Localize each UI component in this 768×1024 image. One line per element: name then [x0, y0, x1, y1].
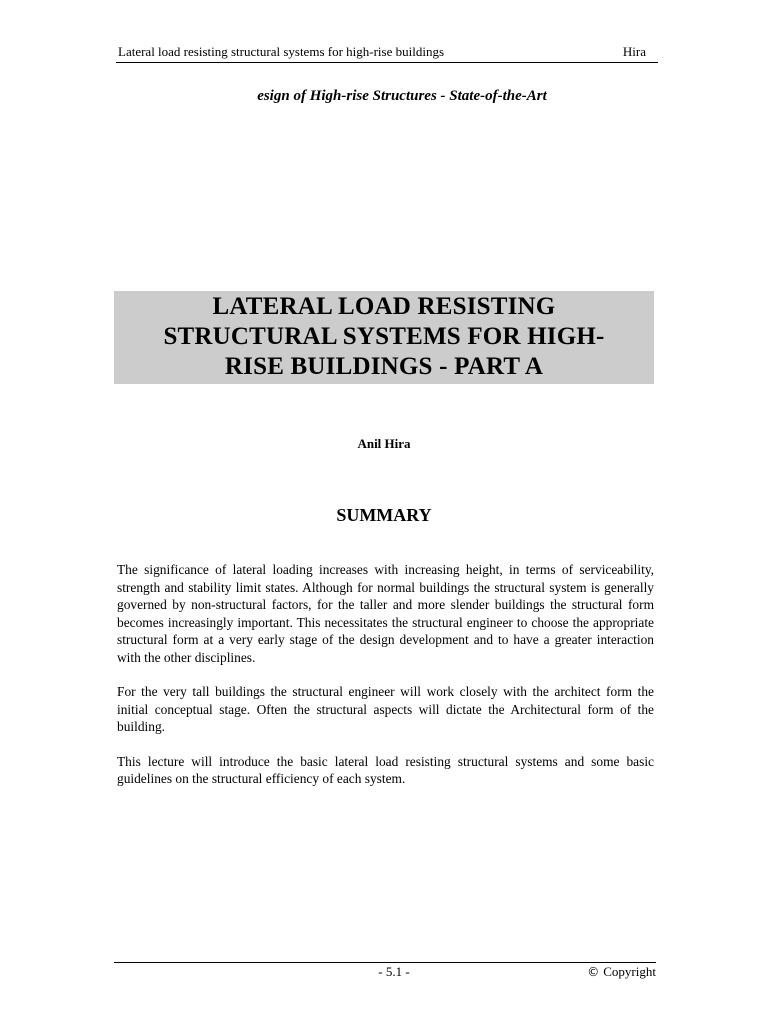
summary-paragraph: The significance of lateral loading increases with increasing height, in terms of serviceability, strength and stability limit states. Although for normal buildings the structural system is generally governed by non-structural factors, for the taller and more slender buildings the structural form becomes increasingly important. This necessitates the structural engineer to choose the appropriate structural form at a very early stage of the design development and to have a greater interaction with the other disciplines. — [117, 562, 654, 665]
copyright-label: Copyright — [603, 964, 656, 979]
title-line: STRUCTURAL SYSTEMS FOR HIGH- — [163, 323, 605, 350]
running-header — [116, 42, 658, 63]
document-title — [114, 292, 654, 382]
copyright-icon: © — [587, 965, 600, 979]
title-box — [114, 291, 654, 384]
summary-paragraph: This lecture will introduce the basic lateral load resisting structural systems and some basic guidelines on the structural efficiency of each system. — [117, 753, 654, 786]
title-line: LATERAL LOAD RESISTING — [212, 293, 556, 320]
author-name: Anil Hira — [357, 436, 411, 451]
footer-rule — [114, 962, 656, 963]
copyright-notice — [587, 964, 656, 980]
title-line: RISE BUILDINGS - PART A — [224, 353, 544, 380]
header-title: Lateral load resisting structural systems for high-rise buildings — [118, 44, 445, 59]
header-author: Hira — [622, 44, 646, 59]
series-title: esign of High-rise Structures - State-of-the-Art — [257, 88, 547, 104]
summary-paragraph: For the very tall buildings the structural engineer will work closely with the architect form the initial conceptual stage. Often the structural aspects will dictate the Architectural form of the building. — [117, 684, 654, 734]
summary-body — [117, 561, 654, 805]
page-number: - 5.1 - — [378, 964, 410, 979]
summary-heading: SUMMARY — [336, 505, 432, 525]
